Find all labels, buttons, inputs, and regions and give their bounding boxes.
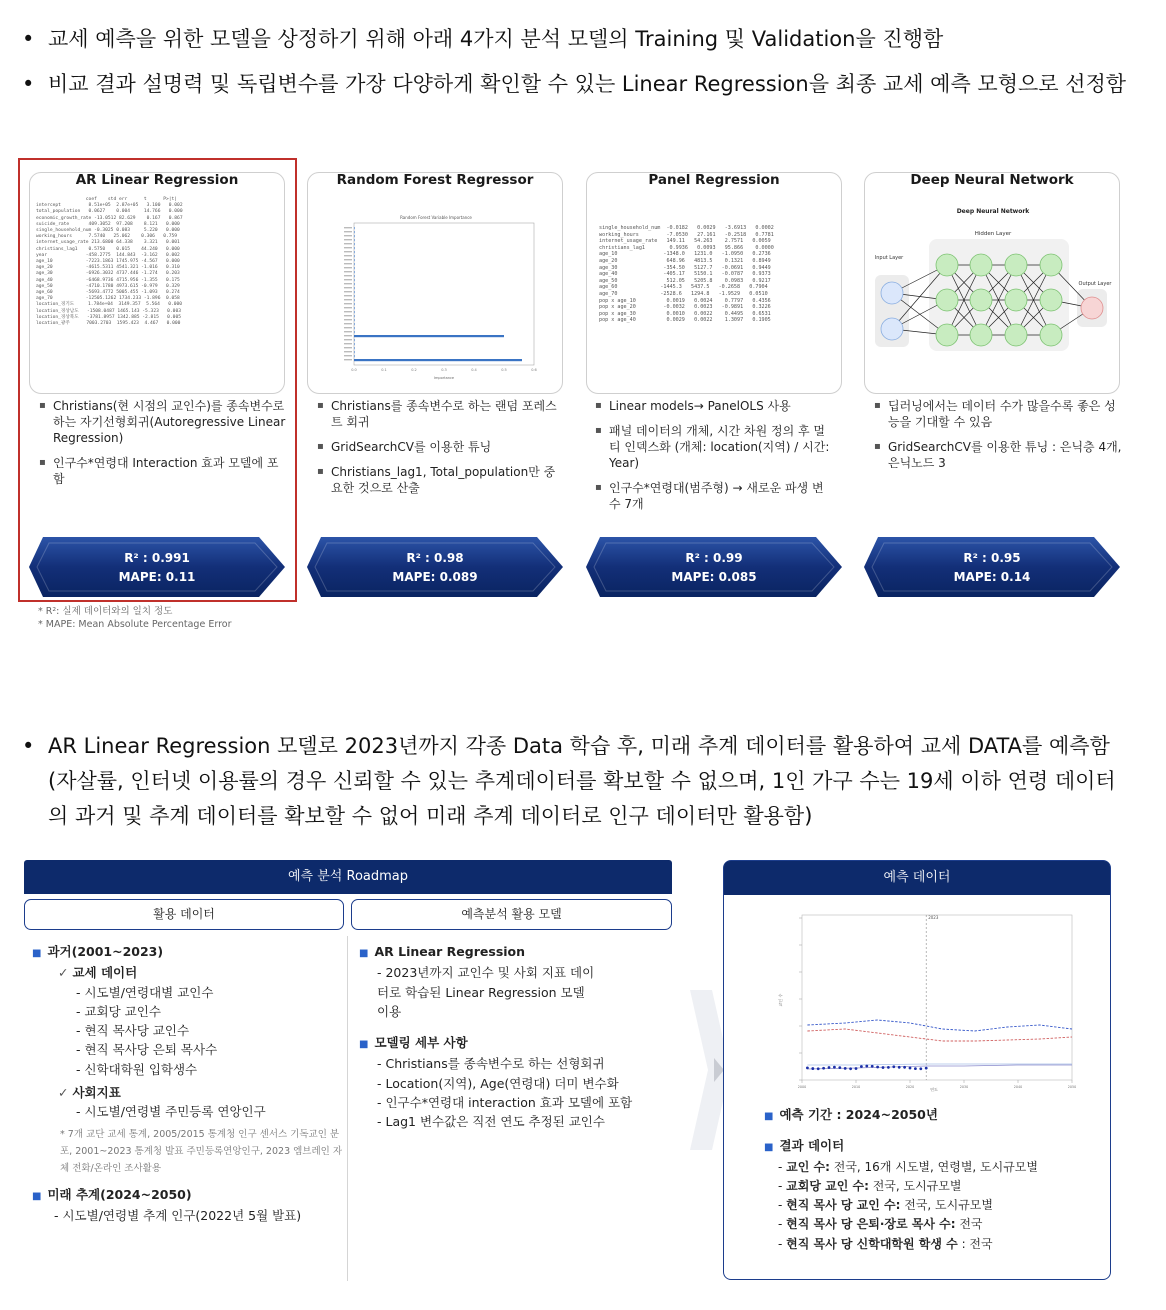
rf-bar — [354, 355, 355, 357]
top-bullet-2: • 비교 결과 설명력 및 독립변수를 가장 다양하게 확인할 수 있는 Linear Regression을 최종 교세 예측 모형으로 선정함 — [22, 72, 1127, 96]
mape-value: MAPE: 0.085 — [671, 570, 757, 584]
rf-bar — [354, 347, 355, 349]
rf-bar — [354, 335, 504, 337]
dnn-node — [1040, 289, 1062, 311]
period-label: ■ 예측 기간 : 2024~2050년 — [764, 1107, 938, 1122]
series-point — [860, 1065, 863, 1068]
rf-bar-label — [344, 359, 352, 360]
model-desc: - 2023년까지 교인수 및 사회 지표 데이터로 학습된 Linear Regression 모델 이용 — [377, 965, 595, 1019]
series-point — [828, 1066, 831, 1069]
rf-bar-label — [344, 259, 352, 260]
roadmap-right-header: 예측분석 활용 모델 — [351, 899, 672, 930]
dnn-node — [970, 254, 992, 276]
roadmap-title: 예측 분석 Roadmap — [24, 860, 672, 894]
series-point — [876, 1066, 879, 1069]
rf-bar — [354, 255, 355, 257]
series-line-blue — [807, 1020, 1072, 1031]
prediction-details — [764, 1105, 1104, 1254]
rf-bar-label — [344, 307, 352, 308]
roadmap-data-column — [32, 942, 344, 1225]
desc-item: ▪ 인구수*연령대 Interaction 효과 모델에 포함 — [37, 455, 287, 487]
r2-value: R² : 0.99 — [685, 551, 743, 565]
model-title: ■ AR Linear Regression — [359, 944, 526, 959]
square-bullet-icon: ■ — [764, 1142, 774, 1154]
rf-bar-label — [344, 239, 352, 240]
rf-bar-label — [344, 327, 352, 328]
rf-bar-label — [344, 319, 352, 320]
roadmap-divider — [347, 936, 348, 1281]
rf-bar-label — [344, 347, 352, 348]
mape-value: MAPE: 0.14 — [953, 570, 1031, 584]
rf-bar — [354, 299, 355, 301]
dnn-node — [936, 324, 958, 346]
desc-item: ▪ 딥러닝에서는 데이터 수가 많을수록 좋은 성능을 기대할 수 있음 — [872, 398, 1122, 430]
rf-bar — [354, 235, 355, 237]
rf-bar — [354, 231, 355, 233]
series-point — [833, 1066, 836, 1069]
pred-xtick-label: 2020 — [905, 1085, 915, 1089]
rf-bar-label — [344, 251, 352, 252]
model-title: Random Forest Regressor — [336, 172, 534, 188]
rf-bar — [354, 327, 355, 329]
desc-item: ▪ Christians(현 시점의 교인수)를 종속변수로 하는 자기선형회귀(Autoregressive Linear Regression) — [37, 398, 287, 446]
series-point — [925, 1067, 928, 1070]
rf-bar-label — [344, 287, 352, 288]
result-item: - 교인 수: 전국, 16개 시도별, 연령별, 도시규모별 — [778, 1159, 1038, 1174]
rf-bar-label — [344, 231, 352, 232]
detail-item: - 인구수*연령대 interaction 효과 모델에 포함 — [377, 1095, 633, 1111]
model-desc-rf — [315, 398, 565, 505]
rf-xlabel: Importance — [433, 376, 455, 380]
r2-value: R² : 0.95 — [963, 551, 1021, 565]
pred-xtick-label: 2010 — [851, 1085, 861, 1089]
dnn-node — [1040, 254, 1062, 276]
rf-bar — [354, 247, 355, 249]
dnn-node — [936, 254, 958, 276]
dnn-diagram — [871, 197, 1113, 387]
desc-item: ▪ 패널 데이터의 개체, 시간 차원 정의 후 멀티 인덱스화 (개체: location(지역) / 시간: Year) — [593, 423, 833, 471]
detail-item: - Location(지역), Age(연령대) 더미 변수화 — [377, 1075, 619, 1091]
rf-bar-label — [344, 311, 352, 312]
future-title: ■ 미래 추계(2024~2050) — [32, 1186, 192, 1202]
model-title: AR Linear Regression — [75, 172, 239, 188]
rf-bar — [354, 315, 355, 317]
dnn-node — [936, 289, 958, 311]
model-desc-dnn — [872, 398, 1122, 480]
model-desc-panel — [593, 398, 833, 521]
rf-tick-label: 0.0 — [351, 368, 357, 372]
result-item: - 교회당 교인 수: 전국, 도시규모별 — [778, 1178, 962, 1193]
arrow-banner-icon — [307, 537, 563, 597]
series-point — [849, 1067, 852, 1070]
selected-model-highlight — [18, 158, 297, 602]
social-title: ✓ 사회지표 — [58, 1085, 121, 1101]
series-point — [919, 1067, 922, 1070]
series-point — [855, 1067, 858, 1070]
dnn-node — [1005, 324, 1027, 346]
dnn-node — [881, 318, 903, 340]
panel-table-image: single_household_num -0.0182 0.0029 -3.6913 0.0002 working_hours -7.0530 27.161 -0.2518 0.7781 internet_usage_rate 149.11 54.263 2.7571 0.0059 christians_lag1 0.9936 0.0093 95.866 0.0000 age_10 -1348.0 1231.0 -1.0950 0.2736 age_20 648.96 4813.5 0.1321 0.8949 age_30 -354.50 5127.7 -0.0691 0.9449 age_40 -405.17 5150.1 -0.0787 0.9373 age_50 512.05 5205.8 0.0983 0.9217 age_60 -1445.3 5437.5 -0.2658 0.7904 age_70 -2528.6 1294.8 -1.9529 0.0510 pop x age_10 0.0019 0.0024 0.7797 0.4356 pop x age_20 -0.0032 0.0023 -0.9891 0.3226 pop x age_30 0.0010 0.0022 0.4495 0.6531 pop x age_40 0.0029 0.0022 1.3097 0.1905 — [599, 225, 774, 324]
church-item: - 현직 목사당 은퇴 목사수 — [76, 1042, 218, 1058]
rf-bar — [354, 263, 355, 265]
prediction-chart — [774, 905, 1077, 1095]
rf-bar-label — [344, 279, 352, 280]
dnn-output-label: Output Layer — [1078, 281, 1112, 287]
rf-bar — [354, 323, 355, 325]
desc-item: ▪ Christians_lag1, Total_population만 중요한 것으로 산출 — [315, 464, 565, 496]
model-title: Panel Regression — [648, 172, 780, 188]
rf-bar — [354, 343, 355, 345]
rf-bar-label — [344, 243, 352, 244]
dnn-input-label: Input Layer — [874, 255, 904, 261]
feature-importance-chart — [314, 197, 556, 387]
rf-bar — [354, 283, 355, 285]
rf-bar-label — [344, 235, 352, 236]
rf-chart-title: Random Forest Variable Importance — [400, 215, 472, 220]
rf-tick-label: 0.3 — [441, 368, 447, 372]
detail-item: - Lag1 변수값은 직전 연도 추정된 교인수 — [377, 1114, 605, 1130]
rf-bar — [354, 319, 355, 321]
rf-bar-label — [344, 255, 352, 256]
detail-title: ■ 모델링 세부 사항 — [359, 1035, 468, 1051]
pred-xtick-label: 2040 — [1013, 1085, 1023, 1089]
church-item: - 시도별/연령대별 교인수 — [76, 984, 214, 1000]
rf-bar-label — [344, 271, 352, 272]
rf-bar-label — [344, 351, 352, 352]
prediction-title: 예측 데이터 — [724, 861, 1110, 895]
metric-panel — [586, 537, 842, 597]
rf-bar — [354, 275, 355, 277]
arrow-banner-icon — [864, 537, 1120, 597]
rf-bar — [354, 331, 355, 333]
rf-bar — [354, 227, 355, 229]
regression-table-image: coef std err t P>|t| intercept 8.51e+05 2.87e+05 3.100 0.002 total_population 0.0627 0.004 14.766 0.000 economic_growth_rate -13.0512 82.629 0.167 0.867 suicide_rate 409.3052 97.208 8.121 0.000 single_household_num -0.3025 0.083 5.220 0.000 working_hours 7.5740 25.062 0.306 0.759 internet_usage_rate 213.6800 64.338 3.321 0.001 christians_lag1 0.5750 0.015 44.240 0.000 year -458.2775 144.843 -3.162 0.002 age_10 -7223.1863 1745.975 -4.567 0.000 age_20 -4615.5311 4541.321 -1.016 0.310 age_30 -6926.3032 4737.446 -1.274 0.203 age_40 -6468.9736 4715.956 -1.355 0.175 age_50 -4710.1780 4973.615 -0.979 0.329 age_60 -5693.4772 5005.455 -1.093 0.274 age_70 -12505.1262 1734.233 -1.896 0.058 location_경기도 1.784e+04 3149.357 5.564 0.000 location_경상남도 -1508.0487 1465.143 -5.323 0.003 location_경상북도 -3781.8957 1342.885 -2.815 0.005 location_광주 7003.2703 1595.423 4.467 0.000 — [36, 197, 183, 327]
series-line-red — [807, 1029, 1072, 1041]
result-item: - 현직 목사 당 신학대학원 학생 수 : 전국 — [778, 1236, 993, 1251]
mape-value: MAPE: 0.11 — [118, 570, 196, 584]
future-item: - 시도별/연령별 추계 인구(2022년 5월 발표) — [54, 1207, 302, 1223]
desc-item: ▪ 인구수*연령대(범주형) → 새로운 파생 변수 7개 — [593, 480, 833, 512]
series-point — [887, 1066, 890, 1069]
rf-tick-label: 0.1 — [381, 368, 387, 372]
result-title: ■ 결과 데이터 — [764, 1138, 845, 1154]
desc-item: ▪ GridSearchCV를 이용한 튜닝 : 은닉층 4개, 은닉노드 3 — [872, 439, 1122, 471]
dnn-node — [1081, 297, 1103, 319]
square-bullet-icon: ■ — [359, 948, 369, 959]
past-title: ■ 과거(2001~2023) — [32, 944, 164, 959]
rf-bar — [354, 259, 355, 261]
series-point — [811, 1067, 814, 1070]
check-icon: ✓ — [58, 1085, 69, 1101]
series-point — [909, 1067, 912, 1070]
rf-bar-label — [344, 339, 352, 340]
series-point — [892, 1065, 895, 1068]
rf-bar — [354, 291, 355, 293]
data-source-note: * 7개 교단 교세 통계, 2005/2015 통계청 인구 센서스 기독교인 분포, 2001~2023 통계청 발표 주민등록연앙인구, 2023 엠브레인 자체 전화/온라인 조사활용 — [60, 1128, 343, 1174]
rf-ticks — [351, 368, 537, 372]
footnote-mape: * MAPE: Mean Absolute Percentage Error — [38, 619, 232, 630]
dnn-diagram-title: Deep Neural Network — [956, 208, 1030, 215]
rf-bar-label — [344, 295, 352, 296]
rf-tick-label: 0.2 — [411, 368, 417, 372]
model-title: Deep Neural Network — [910, 172, 1074, 188]
r2-value: R² : 0.991 — [124, 551, 190, 565]
model-card-dnn — [864, 172, 1120, 394]
rf-bar-label — [344, 315, 352, 316]
square-bullet-icon: ■ — [359, 1039, 369, 1051]
roadmap-left-header: 활용 데이터 — [24, 899, 344, 930]
rf-bar-label — [344, 291, 352, 292]
check-icon: ✓ — [58, 965, 69, 981]
rf-bar-label — [344, 267, 352, 268]
rf-bar — [354, 295, 355, 297]
rf-bars — [344, 227, 522, 361]
rf-bar-label — [344, 355, 352, 356]
series-point — [903, 1066, 906, 1069]
rf-bar-label — [344, 343, 352, 344]
desc-item: ▪ Christians를 종속변수로 하는 랜덤 포레스트 회귀 — [315, 398, 565, 430]
square-bullet-icon: ■ — [32, 1190, 42, 1202]
series-line-flat — [807, 1065, 1072, 1069]
rf-bar-label — [344, 283, 352, 284]
series-point — [822, 1067, 825, 1070]
model-card-panel-regression — [586, 172, 842, 394]
result-item: - 현직 목사 당 교인 수: 전국, 도시규모별 — [778, 1198, 993, 1213]
pred-xtick-label: 2030 — [959, 1085, 969, 1089]
pred-xtick-label: 2050 — [1067, 1085, 1077, 1089]
series-point — [898, 1066, 901, 1069]
rf-tick-label: 0.4 — [471, 368, 477, 372]
dnn-node — [970, 289, 992, 311]
metric-dnn — [864, 537, 1120, 597]
result-item: - 현직 목사 당 은퇴·장로 목사 수: 전국 — [778, 1217, 983, 1232]
rf-bar — [354, 307, 355, 309]
rf-bar — [354, 243, 355, 245]
series-point — [882, 1066, 885, 1069]
rf-bar-label — [344, 323, 352, 324]
rf-bar — [354, 351, 355, 353]
dnn-node — [1040, 324, 1062, 346]
series-point — [817, 1067, 820, 1070]
dnn-hidden-label: Hidden Layer — [974, 231, 1012, 237]
dnn-node — [1005, 289, 1027, 311]
arrow-banner-icon — [586, 537, 842, 597]
square-bullet-icon: ■ — [764, 1111, 774, 1122]
rf-bar-label — [344, 227, 352, 228]
dnn-node — [970, 324, 992, 346]
rf-bar — [354, 287, 355, 289]
rf-bar — [354, 267, 355, 269]
rf-bar-label — [344, 263, 352, 264]
series-point — [806, 1066, 809, 1069]
marker-label: 2023 — [928, 915, 939, 920]
top-bullet-1: • 교세 예측을 위한 모델을 상정하기 위해 아래 4가지 분석 모델의 Training 및 Validation을 진행함 — [22, 27, 944, 51]
rf-bar — [354, 279, 355, 281]
rf-bar-label — [344, 331, 352, 332]
social-item: - 시도별/연령별 주민등록 연앙인구 — [76, 1104, 266, 1120]
series-point — [914, 1067, 917, 1070]
mape-value: MAPE: 0.089 — [392, 570, 478, 584]
church-item: - 현직 목사당 교인수 — [76, 1023, 190, 1039]
desc-item: ▪ GridSearchCV를 이용한 튜닝 — [315, 439, 565, 455]
series-point — [865, 1065, 868, 1068]
model-card-random-forest — [307, 172, 563, 394]
desc-item: ▪ Linear models→ PanelOLS 사용 — [593, 398, 833, 414]
rf-bar — [354, 311, 355, 313]
dnn-node — [1005, 254, 1027, 276]
rf-tick-label: 0.5 — [501, 368, 507, 372]
prediction-panel — [723, 860, 1111, 1280]
pred-ylabel: 교인 수 — [778, 993, 783, 1007]
metric-rf — [307, 537, 563, 597]
church-data-title: ✓ 교세 데이터 — [58, 965, 138, 981]
r2-value: R² : 0.98 — [406, 551, 464, 565]
rf-bar-label — [344, 335, 352, 336]
roadmap-model-column — [359, 942, 669, 1132]
rf-bar — [354, 239, 355, 241]
series-point — [871, 1065, 874, 1068]
church-item: - 신학대학원 입학생수 — [76, 1061, 198, 1077]
rf-bar — [354, 303, 355, 305]
church-item: - 교회당 교인수 — [76, 1003, 161, 1019]
mid-bullet: • AR Linear Regression 모델로 2023년까지 각종 Data 학습 후, 미래 추계 데이터를 활용하여 교세 DATA를 예측함 (자살률, 인터넷 이용률의 경우 신뢰할 수 있는 추계데이터를 확보할 수 없으며, 1인 가구 수는 19세 이하 연령 데이터의 과거 및 추계 데이터를 확보할 수 없어 미래 추계 데이터로 인구 데이터만 활용함) — [22, 734, 1116, 828]
rf-tick-label: 0.6 — [531, 368, 537, 372]
rf-bar-label — [344, 299, 352, 300]
rf-bar — [354, 251, 355, 253]
rf-bar-label — [344, 275, 352, 276]
pred-xtick-label: 2000 — [797, 1085, 807, 1089]
dnn-node — [881, 282, 903, 304]
rf-bar-label — [344, 303, 352, 304]
rf-bar — [354, 271, 355, 273]
footnote-r2: * R²: 실제 데이터와의 일치 정도 — [38, 606, 173, 617]
series-point — [838, 1066, 841, 1069]
series-point — [844, 1067, 847, 1070]
rf-bar-label — [344, 247, 352, 248]
rf-bar — [354, 359, 522, 361]
square-bullet-icon: ■ — [32, 948, 42, 959]
pred-xlabel: 연도 — [930, 1087, 938, 1092]
detail-item: - Christians를 종속변수로 하는 선형회귀 — [377, 1056, 605, 1072]
rf-bar — [354, 339, 355, 341]
